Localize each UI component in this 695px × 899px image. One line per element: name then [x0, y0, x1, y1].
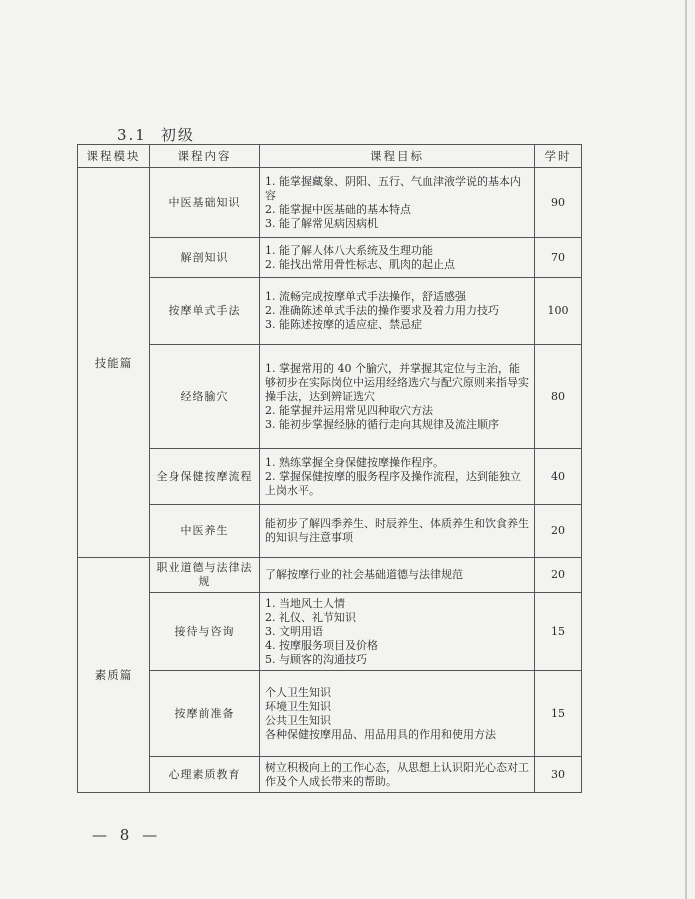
goal-line: 公共卫生知识 [265, 713, 331, 727]
goal-line: 3. 文明用语 [265, 624, 323, 638]
goal-cell [260, 345, 535, 449]
goal-line: 2. 礼仪、礼节知识 [265, 610, 356, 624]
goal-cell [260, 757, 535, 793]
goal-line: 1. 掌握常用的 40 个腧穴，并掌握其定位与主治，能够初步在实际岗位中运用经络选穴与配穴原则来指导实操手法，达到辨证选穴 [265, 361, 529, 403]
hours-cell: 40 [535, 449, 582, 505]
goal-cell [260, 505, 535, 558]
table-row [78, 505, 582, 558]
header-hours: 学时 [535, 145, 582, 168]
table-row [78, 238, 582, 278]
goal-cell [260, 558, 535, 593]
table-row [78, 593, 582, 671]
content-cell: 中医基础知识 [150, 168, 260, 238]
hours-cell: 100 [535, 278, 582, 345]
goal-line: 树立积极向上的工作心态，从思想上认识阳光心态对工作及个人成长带来的帮助。 [265, 760, 529, 788]
goal-line: 2. 准确陈述单式手法的操作要求及着力用力技巧 [265, 304, 499, 317]
content-cell: 按摩单式手法 [150, 278, 260, 345]
goal-line: 了解按摩行业的社会基础道德与法律规范 [265, 568, 463, 581]
goal-cell [260, 168, 535, 238]
goal-cell [260, 671, 535, 757]
table-row [78, 558, 582, 593]
header-content: 课程内容 [150, 145, 260, 168]
goal-line: 4. 按摩服务项目及价格 [265, 638, 378, 652]
table-row [78, 345, 582, 449]
goal-line: 1. 流畅完成按摩单式手法操作，舒适感强 [265, 290, 466, 303]
hours-cell: 20 [535, 558, 582, 593]
goal-cell [260, 278, 535, 345]
module-cell: 素质篇 [78, 558, 150, 793]
hours-cell: 80 [535, 345, 582, 449]
goal-line: 3. 能陈述按摩的适应症、禁忌症 [265, 318, 422, 331]
table-body [78, 168, 582, 793]
goal-line: 3. 能初步掌握经脉的循行走向其规律及流注顺序 [265, 417, 499, 431]
hours-cell: 20 [535, 505, 582, 558]
section-heading [117, 124, 195, 145]
table-row [78, 168, 582, 238]
course-table [77, 144, 582, 793]
hours-cell: 30 [535, 757, 582, 793]
goal-line: 1. 能了解人体八大系统及生理功能 [265, 243, 433, 257]
goal-line: 2. 能掌握并运用常见四种取穴方法 [265, 403, 433, 417]
table-header-row [78, 145, 582, 168]
header-module: 课程模块 [78, 145, 150, 168]
content-cell: 职业道德与法律法规 [150, 558, 260, 593]
goal-line: 能初步了解四季养生、时辰养生、体质养生和饮食养生的知识与注意事项 [265, 517, 529, 544]
goal-line: 2. 能掌握中医基础的基本特点 [265, 202, 411, 216]
goal-cell [260, 449, 535, 505]
content-cell: 经络腧穴 [150, 345, 260, 449]
hours-cell: 70 [535, 238, 582, 278]
content-cell: 按摩前准备 [150, 671, 260, 757]
section-number: 3.1 [117, 126, 147, 144]
table-row [78, 278, 582, 345]
goal-line: 1. 熟练掌握全身保健按摩操作程序。 [265, 455, 444, 469]
goal-line: 1. 能掌握藏象、阴阳、五行、气血津液学说的基本内容 [265, 174, 521, 202]
hours-cell: 15 [535, 671, 582, 757]
content-cell: 中医养生 [150, 505, 260, 558]
goal-line: 1. 当地风土人情 [265, 596, 345, 610]
content-cell: 全身保健按摩流程 [150, 449, 260, 505]
page-edge-line [685, 0, 687, 899]
content-cell: 接待与咨询 [150, 593, 260, 671]
header-goal: 课程目标 [260, 145, 535, 168]
page-number: — 8 — [92, 826, 162, 844]
table-row [78, 757, 582, 793]
content-cell: 心理素质教育 [150, 757, 260, 793]
goal-line: 2. 能找出常用骨性标志、肌肉的起止点 [265, 257, 455, 271]
goal-line: 各种保健按摩用品、用品用具的作用和使用方法 [265, 727, 496, 741]
content-cell: 解剖知识 [150, 238, 260, 278]
goal-line: 5. 与顾客的沟通技巧 [265, 652, 367, 666]
goal-cell [260, 593, 535, 671]
module-cell: 技能篇 [78, 168, 150, 558]
hours-cell: 15 [535, 593, 582, 671]
goal-line: 个人卫生知识 [265, 685, 331, 699]
hours-cell: 90 [535, 168, 582, 238]
section-title: 初级 [160, 126, 195, 144]
goal-cell [260, 238, 535, 278]
goal-line: 2. 掌握保健按摩的服务程序及操作流程，达到能独立上岗水平。 [265, 469, 521, 497]
goal-line: 环境卫生知识 [265, 699, 331, 713]
table-row [78, 671, 582, 757]
table-row [78, 449, 582, 505]
goal-line: 3. 能了解常见病因病机 [265, 216, 378, 230]
